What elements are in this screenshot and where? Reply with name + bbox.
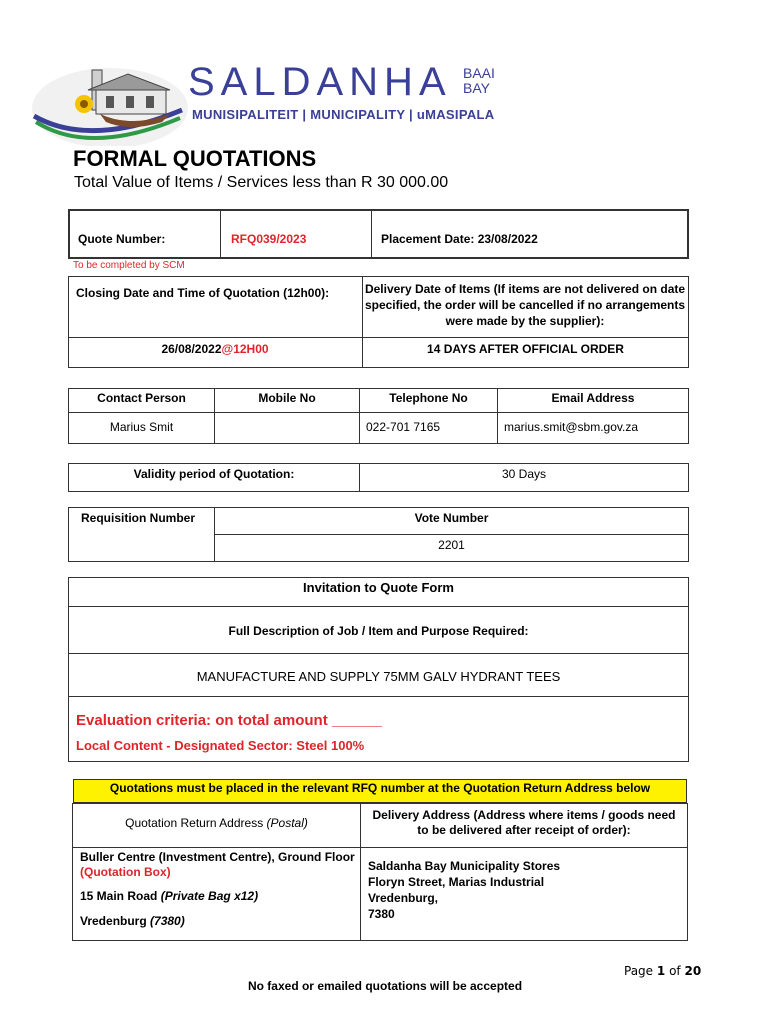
page-number: [624, 964, 701, 978]
closing-time: @12H00: [221, 342, 269, 356]
return-buller: Buller Centre (Investment Centre), Ground Floor: [80, 850, 355, 864]
validity-label: Validity period of Quotation:: [133, 467, 295, 481]
logo-baai-bay: [463, 66, 495, 96]
return-address-label: [73, 816, 360, 830]
return-postal-code: (7380): [150, 914, 185, 928]
requisition-label: Requisition Number: [81, 511, 196, 525]
delivery-date-label: Delivery Date of Items (If items are not delivered on date specified, the order will be cancelled if no arrangements were made by the supplier):: [364, 282, 686, 328]
logo-baai: BAAI: [463, 65, 495, 81]
return-banner-text: Quotations must be placed in the relevant RFQ number at the Quotation Return Address below: [109, 781, 651, 795]
page-of: of: [669, 964, 681, 978]
page-total: 20: [684, 964, 702, 978]
validity-value: 30 Days: [501, 467, 547, 481]
closing-date: 26/08/2022: [161, 342, 222, 356]
logo-bay: BAY: [463, 80, 490, 96]
vote-number-value: 2201: [438, 538, 465, 552]
contact-email-value: marius.smit@sbm.gov.za: [504, 420, 638, 434]
delivery-address-value: [368, 858, 560, 922]
local-content: Local Content - Designated Sector: Steel 100%: [76, 738, 365, 753]
delivery-address-label: Delivery Address (Address where items / goods need to be delivered after receipt of order):: [372, 808, 676, 837]
page-current: 1: [656, 964, 666, 978]
return-buller-line: [80, 850, 355, 880]
logo-subtitle: MUNISIPALITEIT | MUNICIPALITY | uMASIPALA: [192, 107, 495, 122]
footer-notice: No faxed or emailed quotations will be accepted: [247, 979, 523, 993]
contact-header-mobile: Mobile No: [258, 391, 316, 405]
return-vredenburg: Vredenburg: [80, 914, 147, 928]
return-label-postal: (Postal): [266, 816, 308, 830]
closing-date-label: Closing Date and Time of Quotation (12h00):: [76, 286, 330, 300]
return-quotation-box: (Quotation Box): [80, 865, 171, 879]
return-main-road: 15 Main Road: [80, 889, 158, 903]
return-private-bag: (Private Bag x12): [160, 889, 259, 903]
contact-person-value: Marius Smit: [109, 420, 174, 434]
page-subtitle: Total Value of Items / Services less than R 30 000.00: [74, 174, 449, 191]
delivery-stores-line4: 7380: [368, 907, 395, 921]
return-label-text: Quotation Return Address: [125, 816, 264, 830]
logo-wordmark: SALDANHA: [188, 60, 452, 104]
return-main-road-line: [80, 889, 258, 903]
quote-number-label: Quote Number:: [78, 232, 166, 246]
invitation-title: Invitation to Quote Form: [303, 580, 454, 595]
house-emblem-icon: [30, 60, 190, 146]
contact-telephone-value: 022-701 7165: [366, 420, 441, 434]
closing-date-value: [69, 342, 361, 356]
quote-number-value: RFQ039/2023: [231, 232, 307, 246]
description-value: MANUFACTURE AND SUPPLY 75MM GALV HYDRANT TEES: [196, 669, 561, 684]
contact-header-email: Email Address: [551, 391, 635, 405]
contact-header-person: Contact Person: [97, 391, 186, 405]
delivery-date-value: 14 DAYS AFTER OFFICIAL ORDER: [427, 342, 624, 356]
delivery-stores-line1: Saldanha Bay Municipality Stores: [368, 859, 561, 873]
scm-note: To be completed by SCM: [73, 260, 185, 271]
evaluation-criteria: Evaluation criteria: on total amount ______: [76, 712, 382, 729]
delivery-stores-line3: Vredenburg,: [368, 891, 439, 905]
contact-header-telephone: Telephone No: [389, 391, 468, 405]
page-title: FORMAL QUOTATIONS: [73, 146, 317, 171]
placement-date: Placement Date: 23/08/2022: [381, 232, 538, 246]
page-prefix: Page: [624, 964, 654, 978]
delivery-stores-line2: Floryn Street, Marias Industrial: [368, 875, 545, 889]
description-label: Full Description of Job / Item and Purpose Required:: [228, 624, 529, 638]
vote-number-label: Vote Number: [414, 511, 489, 525]
return-vredenburg-line: [80, 914, 185, 928]
